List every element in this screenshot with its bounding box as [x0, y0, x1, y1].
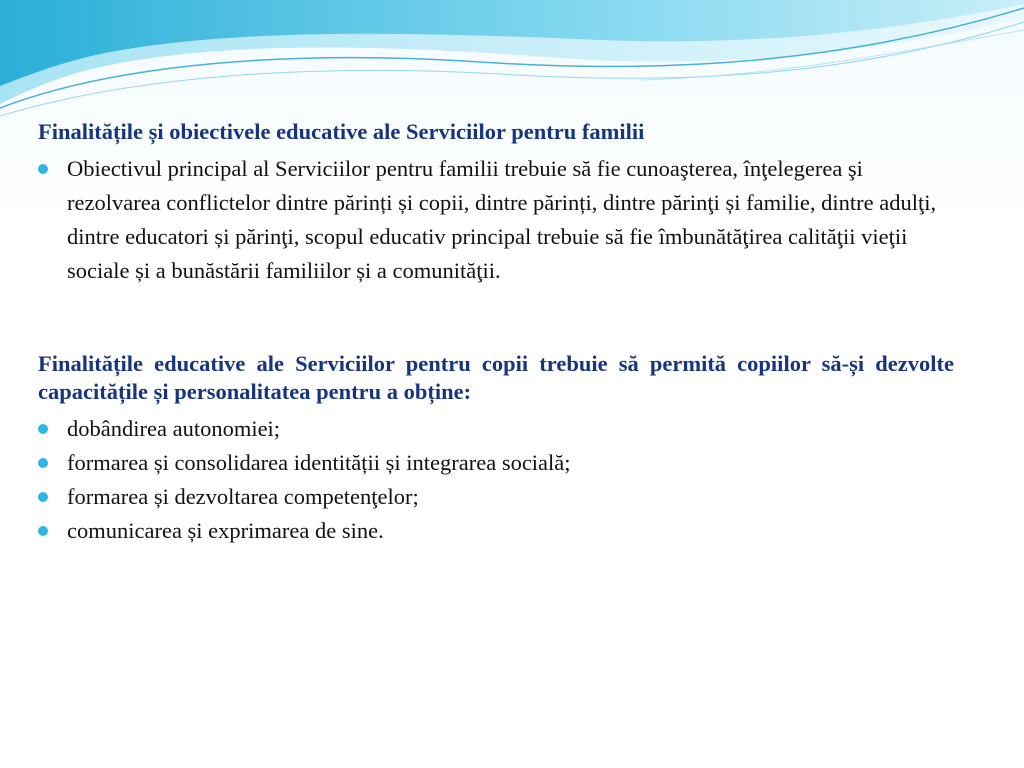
list-item	[38, 514, 954, 548]
section2-heading: Finalitățile educative ale Serviciilor pentru copii trebuie să permită copiilor să-și dezvolte capacitățile și personalitatea pentru a obține:	[38, 351, 954, 404]
list-item-text: Obiectivul principal al Serviciilor pentru familii trebuie să fie cunoaşterea, înţelegerea şi rezolvarea conflictelor dintre părinți și copii, dintre părinți, dintre părinţi și familie, dintre adulţi, dintre educatori și părinţi, scopul educativ principal trebuie să fie îmbunătăţirea calităţii vieţii sociale și a bunăstării familiilor și a comunităţii.	[67, 156, 937, 283]
bullet-dot-icon	[38, 526, 48, 536]
list-item-text: formarea și consolidarea identității și integrarea socială;	[67, 450, 571, 475]
bullet-dot-icon	[38, 492, 48, 502]
list-item	[38, 446, 954, 480]
section1-heading: Finalitățile și obiectivele educative ale Serviciilor pentru familii	[38, 119, 645, 144]
section1-bullet-list	[38, 152, 954, 288]
list-item-text: comunicarea și exprimarea de sine.	[67, 518, 384, 543]
bullet-dot-icon	[38, 164, 48, 174]
wave-header-decoration	[0, 0, 1024, 130]
list-item	[38, 412, 954, 446]
list-item-text: formarea și dezvoltarea competenţelor;	[67, 484, 419, 509]
bullet-dot-icon	[38, 424, 48, 434]
section2-bullet-list	[38, 412, 954, 548]
list-item	[38, 480, 954, 514]
list-item	[38, 152, 954, 288]
bullet-dot-icon	[38, 458, 48, 468]
list-item-text: dobândirea autonomiei;	[67, 416, 281, 441]
slide-content	[38, 118, 954, 548]
